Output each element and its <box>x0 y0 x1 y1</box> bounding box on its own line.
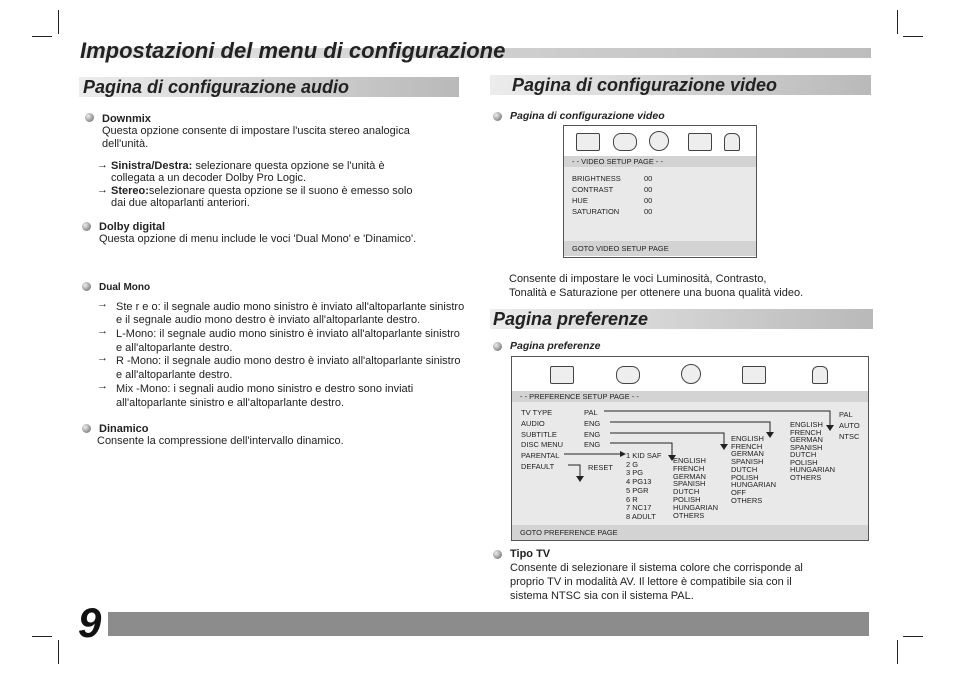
page-title: Impostazioni del menu di configurazione <box>80 38 506 63</box>
audio-heading: Pagina di configurazione audio <box>83 77 350 97</box>
option: HUNGARIAN <box>731 480 777 490</box>
option: SPANISH <box>790 442 823 452</box>
screen-footer-text: GOTO VIDEO SETUP PAGE <box>572 244 669 253</box>
audio-heading-bar <box>79 77 459 97</box>
preferences-heading: Pagina preferenze <box>493 309 649 329</box>
tv-option: AUTO <box>839 421 860 430</box>
dualmono-item: L-Mono: il segnale audio mono sinistro è inviato all'altoparlante sinistro <box>116 328 460 340</box>
setting-label: CONTRAST <box>572 185 614 194</box>
setting-label: PARENTAL <box>521 451 560 460</box>
general-setup-icon <box>550 366 574 384</box>
disc-options <box>673 457 718 519</box>
setting-label: DISC MENU <box>521 440 564 449</box>
option: OTHERS <box>731 495 763 505</box>
dolby-desc: Questa opzione di menu include le voci 'Dual Mono' e 'Dinamico'. <box>99 233 417 245</box>
option: OTHERS <box>790 472 822 482</box>
video-heading: Pagina di configurazione video <box>512 75 778 95</box>
video-heading-bar <box>490 75 871 95</box>
crop-mark <box>897 10 898 34</box>
downmix-option: Stereo:selezionare questa opzione se il suono è emesso solo <box>111 185 413 197</box>
crop-mark <box>32 636 52 637</box>
setting-value: ENG <box>584 440 601 449</box>
dualmono-title: Dual Mono <box>99 282 151 293</box>
preference-setup-screen <box>511 356 869 541</box>
audio-options <box>790 421 835 481</box>
crop-mark <box>58 640 59 664</box>
bullet-icon <box>493 342 502 351</box>
tv-option: NTSC <box>839 432 860 441</box>
preferences-heading-bar <box>490 309 873 329</box>
option: DUTCH <box>731 464 758 474</box>
screen-strip-title: - - VIDEO SETUP PAGE - - <box>572 157 663 166</box>
lock-icon <box>812 366 828 384</box>
option: 4 PG13 <box>626 477 652 487</box>
dolby-title: Dolby digital <box>99 221 165 233</box>
speaker-icon <box>613 133 637 151</box>
option: 6 R <box>626 494 638 504</box>
option: 3 PG <box>626 468 644 478</box>
setting-value: ENG <box>584 419 601 428</box>
arrow-icon: → <box>97 352 108 364</box>
option: 2 G <box>626 459 639 469</box>
tipo-tv-desc: Consente di selezionare il sistema colore che corrisponde al <box>510 562 803 574</box>
dualmono-item-cont: e all'altoparlante destro. <box>116 369 233 381</box>
setting-label: AUDIO <box>521 419 545 428</box>
option: GERMAN <box>731 449 764 459</box>
video-desc: Consente di impostare le voci Luminosità, Contrasto, <box>509 273 767 285</box>
tipo-tv-title: Tipo TV <box>510 548 551 560</box>
parental-options <box>626 452 661 522</box>
dualmono-item-cont: e all'altoparlante destro. <box>116 342 233 354</box>
option: OTHERS <box>673 510 705 520</box>
screen-icon-row <box>512 357 868 391</box>
bullet-icon <box>82 222 91 231</box>
video-desc: Tonalità e Saturazione per ottenere una buona qualità video. <box>509 287 804 299</box>
downmix-option-cont: dai due altoparlanti anteriori. <box>111 197 250 209</box>
option: FRENCH <box>790 427 822 437</box>
disc-icon <box>649 131 669 151</box>
lock-icon <box>724 133 740 151</box>
footer-bar <box>108 612 869 636</box>
setting-label: SATURATION <box>572 207 620 216</box>
video-icon <box>742 366 766 384</box>
option: OFF <box>731 487 746 497</box>
arrow-icon: → <box>97 184 108 196</box>
option: ENGLISH <box>673 456 706 465</box>
dualmono-item-cont: all'altoparlante sinistro e all'altoparlante destro. <box>116 397 344 409</box>
dinamico-title: Dinamico <box>99 423 149 435</box>
option: HUNGARIAN <box>673 502 719 512</box>
screen-strip-title: - - PREFERENCE SETUP PAGE - - <box>520 392 639 401</box>
setting-label: DEFAULT <box>521 462 555 471</box>
setting-value: RESET <box>588 463 614 472</box>
setting-value: PAL <box>584 408 598 417</box>
setting-label: HUE <box>572 196 588 205</box>
option: FRENCH <box>673 463 705 473</box>
tipo-tv-desc: proprio TV in modalità AV. Il lettore è compatibile sia con il <box>510 576 792 588</box>
setting-label: SUBTITLE <box>521 430 557 439</box>
crop-mark <box>32 36 52 37</box>
option: POLISH <box>731 472 759 482</box>
crop-mark <box>58 10 59 34</box>
setting-label: TV TYPE <box>521 408 553 417</box>
downmix-option-cont: collegata a un decoder Dolby Pro Logic. <box>111 172 307 184</box>
bullet-icon <box>493 550 502 559</box>
tipo-tv-desc: sistema NTSC sia con il sistema PAL. <box>510 590 694 602</box>
subtitle-options <box>731 435 776 504</box>
dualmono-item: R -Mono: il segnale audio mono destro è inviato all'altoparlante sinistro <box>116 355 461 367</box>
option: 5 PGR <box>626 485 649 495</box>
setting-label: BRIGHTNESS <box>572 174 621 183</box>
screen-strip <box>512 391 868 402</box>
screen-body <box>564 167 756 241</box>
option: GERMAN <box>673 471 706 481</box>
downmix-option: Sinistra/Destra: selezionare questa opzione se l'unità è <box>111 160 385 172</box>
arrow-icon: → <box>97 380 108 392</box>
option: 1 KID SAF <box>626 451 662 460</box>
option: HUNGARIAN <box>790 465 836 474</box>
bullet-icon <box>493 112 502 121</box>
arrow-icon: → <box>97 298 108 310</box>
arrow-icon: → <box>97 159 108 171</box>
bullet-icon <box>82 282 91 291</box>
dualmono-item: Mix -Mono: i segnali audio mono sinistro e destro sono inviati <box>116 383 414 395</box>
option: 8 ADULT <box>626 511 656 521</box>
page-number: 9 <box>78 599 102 646</box>
tv-option: PAL <box>839 410 853 419</box>
screen-strip <box>564 156 756 167</box>
dualmono-item: Ste r e o: il segnale audio mono sinistro è inviato all'altoparlante sinistro <box>116 301 465 313</box>
setting-value: 00 <box>644 185 653 194</box>
dinamico-desc: Consente la compressione dell'intervallo dinamico. <box>97 435 344 447</box>
option: SPANISH <box>673 479 706 489</box>
video-caption: Pagina di configurazione video <box>510 110 665 122</box>
downmix-title: Downmix <box>102 113 151 125</box>
video-setup-screen <box>563 125 757 258</box>
video-icon <box>688 133 712 151</box>
setting-value: ENG <box>584 430 601 439</box>
preferences-caption: Pagina preferenze <box>510 340 601 352</box>
crop-mark <box>897 640 898 664</box>
screen-footer <box>512 525 868 540</box>
dualmono-item-cont: e il segnale audio mono destro è inviato all'altoparlante destro. <box>116 314 421 326</box>
option: SPANISH <box>731 457 764 467</box>
screen-icon-row <box>564 126 756 156</box>
bullet-icon <box>82 424 91 433</box>
setting-value: 00 <box>644 174 653 183</box>
option: POLISH <box>790 457 818 467</box>
crop-mark <box>903 36 923 37</box>
option: ENGLISH <box>731 434 764 443</box>
downmix-desc: Questa opzione consente di impostare l'uscita stereo analogica <box>102 125 410 137</box>
setting-value: 00 <box>644 196 653 205</box>
setting-value: 00 <box>644 207 653 216</box>
screen-footer <box>564 241 756 256</box>
bullet-icon <box>85 113 94 122</box>
screen-footer-text: GOTO PREFERENCE PAGE <box>520 528 618 537</box>
option: ENGLISH <box>790 420 823 429</box>
disc-icon <box>681 364 701 384</box>
option: FRENCH <box>731 441 763 451</box>
option: GERMAN <box>790 435 823 444</box>
crop-mark <box>903 636 923 637</box>
option: 7 NC17 <box>626 503 652 513</box>
option: DUTCH <box>673 487 700 497</box>
arrow-icon: → <box>97 325 108 337</box>
general-setup-icon <box>576 133 600 151</box>
downmix-desc: dell'unità. <box>102 138 149 150</box>
option: POLISH <box>673 494 701 504</box>
option: DUTCH <box>790 450 817 459</box>
speaker-icon <box>616 366 640 384</box>
screen-body <box>512 402 868 525</box>
